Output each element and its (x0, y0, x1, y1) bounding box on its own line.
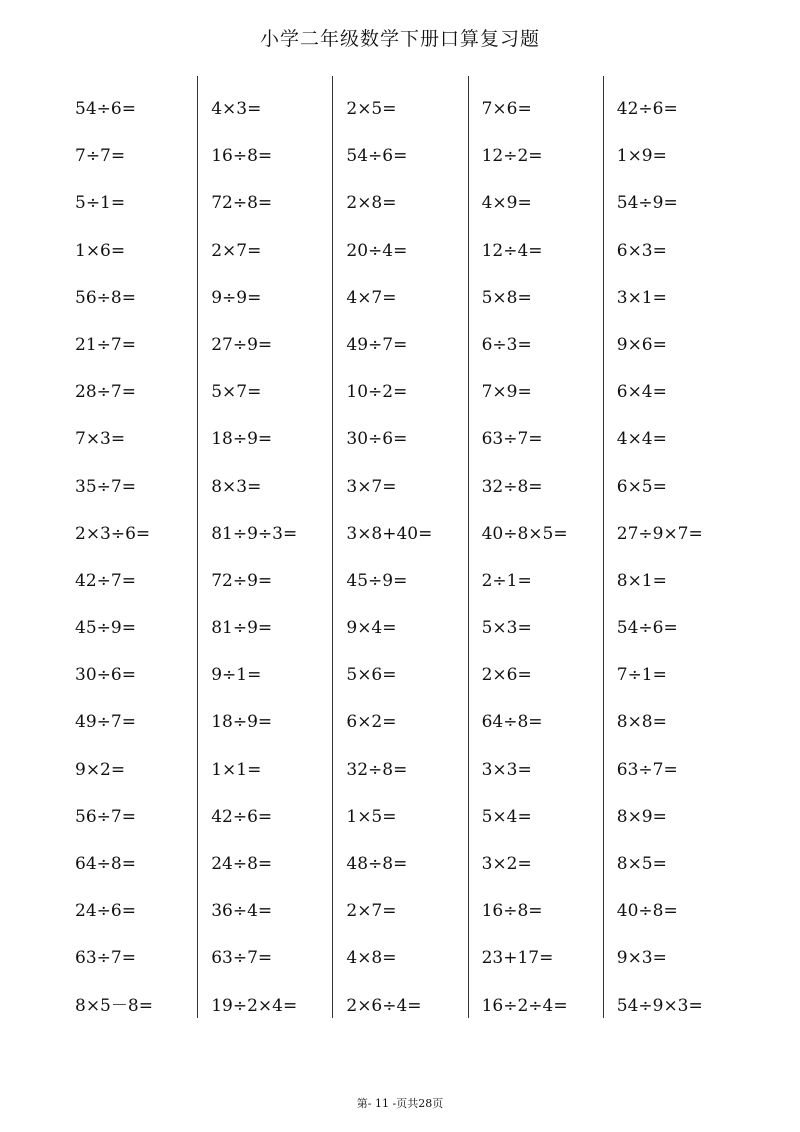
arithmetic-problem: 23+17= (481, 948, 554, 969)
arithmetic-problem: 2×3÷6= (75, 523, 151, 544)
arithmetic-problem: 54÷9= (616, 193, 678, 214)
arithmetic-problem: 2×7= (211, 240, 262, 261)
arithmetic-problem: 2×6= (481, 665, 532, 686)
arithmetic-problem: 4×3= (211, 99, 262, 119)
arithmetic-problem: 42÷7= (75, 570, 136, 591)
arithmetic-problem: 42÷6= (211, 806, 273, 827)
arithmetic-problem: 42÷6= (616, 99, 678, 119)
arithmetic-problem: 45÷9= (346, 570, 408, 591)
arithmetic-problem: 54÷9×3= (616, 995, 703, 1016)
arithmetic-problem: 9×4= (346, 618, 397, 639)
arithmetic-problem: 54÷6= (346, 146, 408, 167)
arithmetic-problem: 32÷8= (346, 759, 408, 780)
arithmetic-problem: 12÷4= (481, 240, 543, 261)
arithmetic-problem: 54÷6= (75, 99, 136, 119)
arithmetic-problem: 10÷2= (346, 382, 408, 403)
arithmetic-problem: 28÷7= (75, 382, 136, 403)
arithmetic-problem: 12÷2= (481, 146, 543, 167)
arithmetic-problem: 40÷8×5= (481, 523, 568, 544)
arithmetic-problem: 6×4= (616, 382, 667, 403)
arithmetic-problem: 30÷6= (75, 665, 136, 686)
arithmetic-problem: 16÷2÷4= (481, 995, 568, 1016)
arithmetic-problem: 9×2= (75, 759, 126, 780)
arithmetic-problem: 18÷9= (211, 429, 273, 450)
arithmetic-problem: 9×6= (616, 334, 667, 355)
arithmetic-problem: 56÷7= (75, 806, 136, 827)
arithmetic-problem: 64÷8= (481, 712, 543, 733)
arithmetic-problem: 5×8= (481, 287, 532, 308)
arithmetic-problem: 9÷9= (211, 287, 262, 308)
arithmetic-problem: 36÷4= (211, 901, 273, 922)
problem-column (62, 76, 197, 1018)
arithmetic-problem: 3×7= (346, 476, 397, 497)
arithmetic-problem: 49÷7= (75, 712, 136, 733)
arithmetic-problem: 7×6= (481, 99, 532, 119)
arithmetic-problem: 40÷8= (616, 901, 678, 922)
arithmetic-problem: 7÷7= (75, 146, 126, 167)
arithmetic-problem: 3×8+40= (346, 523, 433, 544)
arithmetic-problem: 5×6= (346, 665, 397, 686)
arithmetic-problem: 5×4= (481, 806, 532, 827)
arithmetic-problem: 7÷1= (616, 665, 667, 686)
arithmetic-problem: 6÷3= (481, 334, 532, 355)
arithmetic-problem: 1×9= (616, 146, 667, 167)
arithmetic-problem: 6×5= (616, 476, 667, 497)
arithmetic-problem: 2×6÷4= (346, 995, 422, 1016)
arithmetic-problem: 2÷1= (481, 570, 532, 591)
arithmetic-problem: 4×4= (616, 429, 667, 450)
arithmetic-problem: 4×9= (481, 193, 532, 214)
arithmetic-problem: 8×8= (616, 712, 667, 733)
arithmetic-problem: 16÷8= (481, 901, 543, 922)
arithmetic-problem: 81÷9÷3= (211, 523, 298, 544)
arithmetic-problem: 16÷8= (211, 146, 273, 167)
arithmetic-problem: 20÷4= (346, 240, 408, 261)
arithmetic-problem: 5×3= (481, 618, 532, 639)
arithmetic-problem: 4×7= (346, 287, 397, 308)
arithmetic-problem: 56÷8= (75, 287, 136, 308)
arithmetic-problem: 3×2= (481, 854, 532, 874)
arithmetic-problem: 4×8= (346, 948, 397, 969)
arithmetic-problem: 30÷6= (346, 429, 408, 450)
arithmetic-problem: 5÷1= (75, 193, 126, 214)
arithmetic-problem: 6×2= (346, 712, 397, 733)
arithmetic-problem: 27÷9= (211, 334, 273, 355)
arithmetic-problem: 24÷8= (211, 854, 273, 874)
problem-column (197, 76, 332, 1018)
arithmetic-problem: 8×1= (616, 570, 667, 591)
page-footer: 第- 11 -页共28页 (356, 1097, 444, 1110)
arithmetic-problem: 35÷7= (75, 476, 136, 497)
arithmetic-problem: 49÷7= (346, 334, 408, 355)
arithmetic-problem: 45÷9= (75, 618, 136, 639)
arithmetic-problem: 63÷7= (616, 759, 678, 780)
arithmetic-problem: 3×3= (481, 759, 532, 780)
arithmetic-problem: 18÷9= (211, 712, 273, 733)
arithmetic-problem: 5×7= (211, 382, 262, 403)
arithmetic-problem: 3×1= (616, 287, 667, 308)
page-title: 小学二年级数学下册口算复习题 (259, 28, 540, 50)
arithmetic-problem: 64÷8= (75, 854, 136, 874)
arithmetic-problem: 8×5= (616, 854, 667, 874)
arithmetic-problem: 21÷7= (75, 334, 136, 355)
problem-column (468, 76, 603, 1018)
arithmetic-problem: 6×3= (616, 240, 667, 261)
arithmetic-problem: 24÷6= (75, 901, 136, 922)
arithmetic-problem: 9÷1= (211, 665, 262, 686)
arithmetic-problem: 72÷8= (211, 193, 273, 214)
arithmetic-problem: 48÷8= (346, 854, 408, 874)
arithmetic-problem: 9×3= (616, 948, 667, 969)
arithmetic-problem: 63÷7= (75, 948, 136, 969)
arithmetic-problem: 32÷8= (481, 476, 543, 497)
arithmetic-problem: 63÷7= (481, 429, 543, 450)
arithmetic-problem: 72÷9= (211, 570, 273, 591)
problem-grid (62, 76, 738, 1018)
arithmetic-problem: 8×9= (616, 806, 667, 827)
arithmetic-problem: 81÷9= (211, 618, 273, 639)
problem-column (332, 76, 467, 1018)
arithmetic-problem: 63÷7= (211, 948, 273, 969)
arithmetic-problem: 7×3= (75, 429, 126, 450)
arithmetic-problem: 7×9= (481, 382, 532, 403)
arithmetic-problem: 2×8= (346, 193, 397, 214)
arithmetic-problem: 1×1= (211, 759, 262, 780)
arithmetic-problem: 54÷6= (616, 618, 678, 639)
arithmetic-problem: 2×7= (346, 901, 397, 922)
problem-column (603, 76, 738, 1018)
arithmetic-problem: 1×6= (75, 240, 126, 261)
arithmetic-problem: 2×5= (346, 99, 397, 119)
arithmetic-problem: 8×3= (211, 476, 262, 497)
arithmetic-problem: 27÷9×7= (616, 523, 703, 544)
arithmetic-problem: 1×5= (346, 806, 397, 827)
arithmetic-problem: 19÷2×4= (211, 995, 298, 1016)
arithmetic-problem: 8×5－8= (75, 995, 153, 1016)
